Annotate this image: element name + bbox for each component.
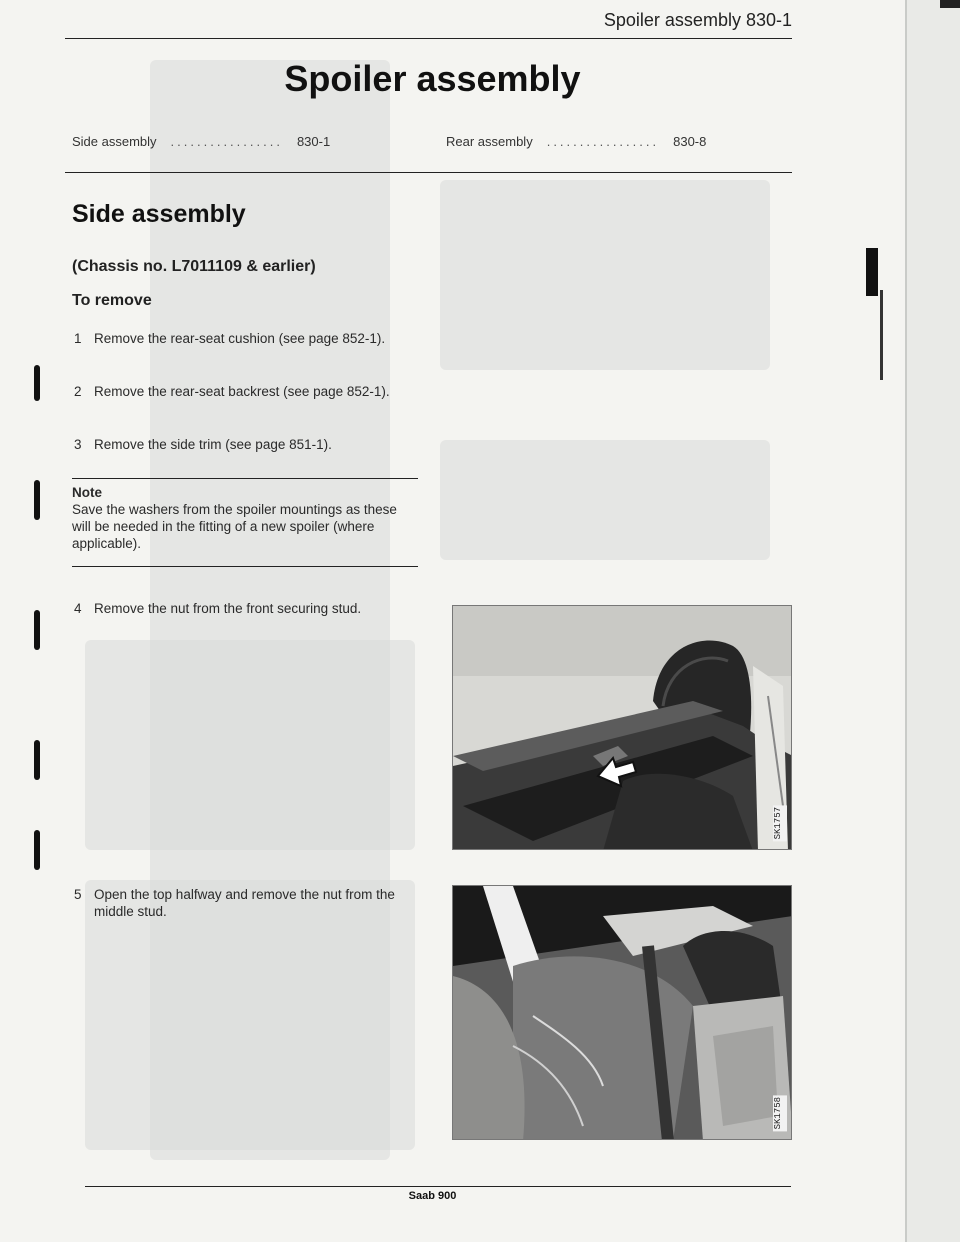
step-text: Remove the side trim (see page 851-1). (94, 437, 332, 452)
show-through-shape (85, 880, 415, 1150)
running-header: Spoiler assembly 830-1 (603, 10, 792, 30)
footer-rule (85, 1186, 791, 1187)
photo-seat-belt-area-icon (453, 886, 792, 1140)
show-through-shape (440, 180, 770, 370)
note-rule-top (72, 478, 418, 479)
figure-seat-belt-area (452, 885, 792, 1140)
show-through-shape (440, 440, 770, 560)
toc-label: Side assembly (72, 134, 157, 149)
note-rule-bottom (72, 566, 418, 567)
figure-id: SK1757 (773, 805, 787, 841)
section-line-mark (880, 290, 883, 380)
note-box (72, 484, 416, 552)
binding-mark (34, 830, 40, 870)
toc-page: 830-8 (673, 134, 707, 149)
step-number: 2 (74, 384, 82, 399)
section-title: Side assembly (72, 200, 246, 228)
step-item (74, 886, 419, 920)
step-number: 5 (74, 887, 82, 902)
toc-entry (446, 134, 706, 149)
step-item (74, 330, 419, 347)
photo-seat-area-arrow-icon (453, 606, 792, 850)
note-text: Save the washers from the spoiler mountings as these will be needed in the fitting of a new spoiler (where applicable). (72, 502, 397, 551)
step-number: 1 (74, 331, 82, 346)
binding-mark (34, 740, 40, 780)
step-text: Open the top halfway and remove the nut from the middle stud. (94, 887, 395, 919)
page-edge (905, 0, 960, 1242)
step-item (74, 436, 419, 453)
binding-mark (34, 610, 40, 650)
toc-page: 830-1 (296, 134, 331, 149)
page-title: Spoiler assembly (284, 58, 581, 99)
binding-mark (34, 480, 40, 520)
step-item (74, 600, 419, 617)
header-rule (65, 38, 792, 39)
toc-leader: ................. (170, 134, 283, 149)
figure-seat-area (452, 605, 792, 850)
footer-text: Saab 900 (408, 1190, 457, 1202)
chassis-note: (Chassis no. L7011109 & earlier) (72, 258, 316, 275)
toc-leader: ................. (546, 134, 660, 149)
corner-mark (940, 0, 960, 8)
figure-id: SK1758 (773, 1095, 787, 1131)
toc-label: Rear assembly (446, 134, 533, 149)
step-number: 4 (74, 601, 82, 616)
note-label: Note (72, 485, 102, 500)
step-text: Remove the rear-seat cushion (see page 852-1). (94, 331, 386, 346)
binding-mark (34, 365, 40, 401)
section-tab-mark (866, 248, 878, 296)
step-item (74, 383, 419, 400)
toc-entry (72, 134, 330, 149)
toc-rule (65, 172, 792, 173)
step-text: Remove the rear-seat backrest (see page 852-1). (94, 384, 390, 399)
step-number: 3 (74, 437, 82, 452)
step-text: Remove the nut from the front securing stud. (94, 601, 362, 616)
procedure-heading: To remove (72, 292, 152, 309)
show-through-shape (85, 640, 415, 850)
